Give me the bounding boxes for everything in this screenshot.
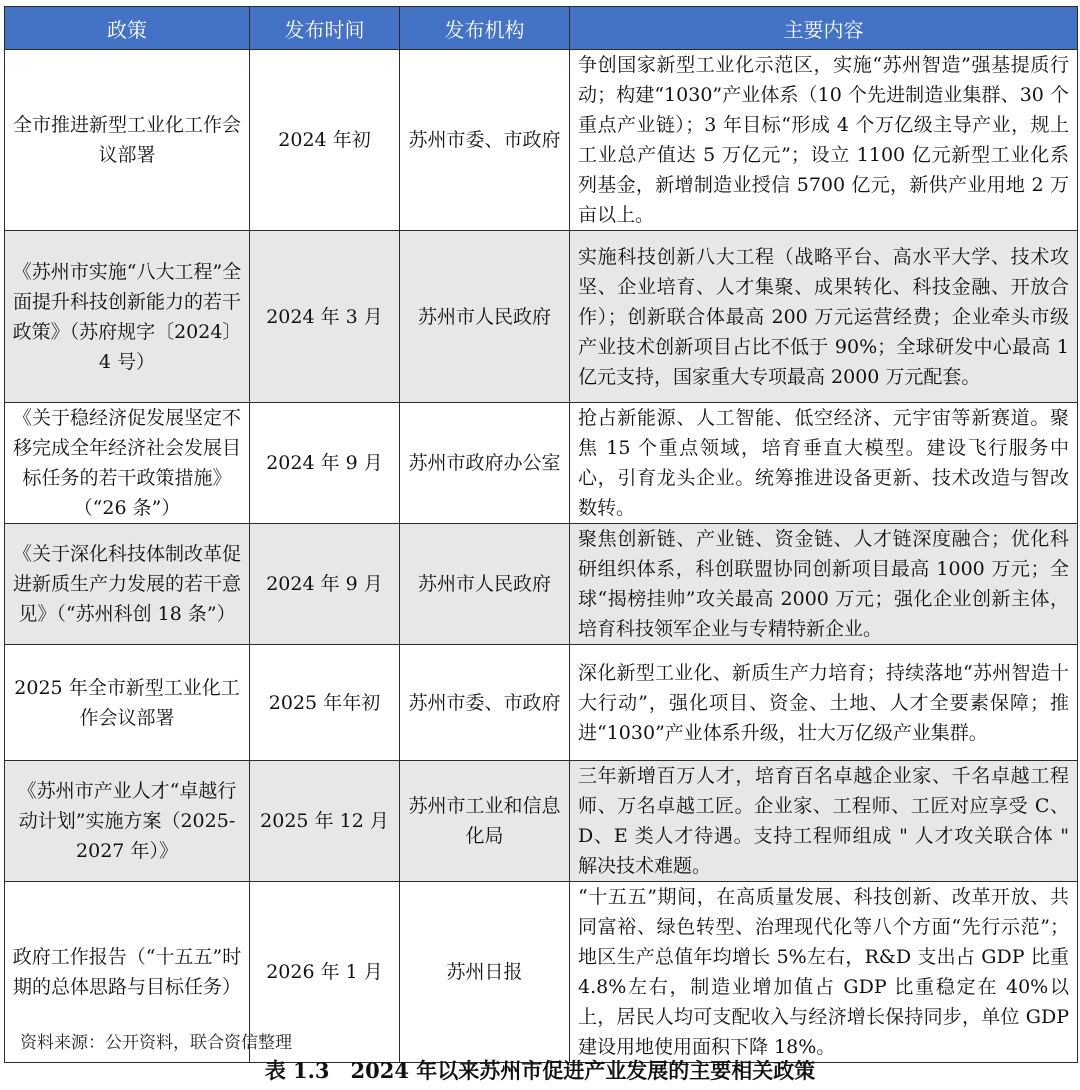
header-org: 发布机构 — [400, 7, 570, 50]
policy-cell: 2025 年全市新型工业化工作会议部署 — [5, 645, 250, 761]
content-cell: 抢占新能源、人工智能、低空经济、元宇宙等新赛道。聚焦 15 个重点领域，培育垂直大模型。建设飞行服务中心，引育龙头企业。统筹推进设备更新、技术改造与智改数转。 — [570, 403, 1078, 524]
content-cell: 三年新增百万人才，培育百名卓越企业家、千名卓越工程师、万名卓越工匠。企业家、工程师、工匠对应享受 C、D、E 类人才待遇。支持工程师组成 " 人才攻关联合体 " 解决技术难题。 — [570, 761, 1078, 882]
org-cell: 苏州市工业和信息化局 — [400, 761, 570, 882]
date-cell: 2026 年 1 月 — [250, 882, 400, 1063]
table-row — [5, 403, 1078, 524]
date-cell: 2024 年 9 月 — [250, 403, 400, 524]
date-cell: 2025 年年初 — [250, 645, 400, 761]
date-cell: 2024 年初 — [250, 50, 400, 231]
content-cell: 实施科技创新八大工程（战略平台、高水平大学、技术攻坚、企业培育、人才集聚、成果转化、科技金融、开放合作）；创新联合体最高 200 万元运营经费；企业牵头市级产业技术创新项目占比不低于 90%；全球研发中心最高 1 亿元支持，国家重大专项最高 2000 万元配套。 — [570, 231, 1078, 403]
table-row — [5, 645, 1078, 761]
policy-cell: 全市推进新型工业化工作会议部署 — [5, 50, 250, 231]
org-cell: 苏州市政府办公室 — [400, 403, 570, 524]
header-date: 发布时间 — [250, 7, 400, 50]
org-cell: 苏州市委、市政府 — [400, 50, 570, 231]
policy-cell: 政府工作报告（“十五五”时期的总体思路与目标任务） — [5, 882, 250, 1063]
table-row — [5, 761, 1078, 882]
org-cell: 苏州日报 — [400, 882, 570, 1063]
policy-cell: 《关于深化科技体制改革促进新质生产力发展的若干意见》（“苏州科创 18 条”） — [5, 524, 250, 645]
header-row — [5, 7, 1078, 50]
content-cell: “十五五”期间，在高质量发展、科技创新、改革开放、共同富裕、绿色转型、治理现代化等八个方面“先行示范”；地区生产总值年均增长 5%左右，R&D 支出占 GDP 比重 4.8%左右，制造业增加值占 GDP 比重稳定在 40%以上，居民人均可支配收入与经济增长保持同步，单位 GDP 建设用地使用面积下降 18%。 — [570, 882, 1078, 1063]
table-row — [5, 524, 1078, 645]
org-cell: 苏州市人民政府 — [400, 524, 570, 645]
policy-cell: 《苏州市实施“八大工程”全面提升科技创新能力的若干政策》（苏府规字〔2024〕4 号） — [5, 231, 250, 403]
table-caption: 表 1.3 2024 年以来苏州市促进产业发展的主要相关政策 — [264, 1058, 816, 1083]
table-row — [5, 50, 1078, 231]
date-cell: 2024 年 9 月 — [250, 524, 400, 645]
content-cell: 争创国家新型工业化示范区，实施“苏州智造”强基提质行动；构建“1030”产业体系（10 个先进制造业集群、30 个重点产业链）；3 年目标“形成 4 个万亿级主导产业，规上工业总产值达 5 万亿元”；设立 1100 亿元新型工业化系列基金，新增制造业授信 5700 亿元，新供产业用地 2 万亩以上。 — [570, 50, 1078, 231]
header-policy: 政策 — [5, 7, 250, 50]
org-cell: 苏州市委、市政府 — [400, 645, 570, 761]
date-cell: 2025 年 12 月 — [250, 761, 400, 882]
table-row — [5, 231, 1078, 403]
policy-table — [4, 6, 1078, 1063]
policy-cell: 《苏州市产业人才“卓越行动计划”实施方案（2025-2027 年）》 — [5, 761, 250, 882]
header-content: 主要内容 — [570, 7, 1078, 50]
date-cell: 2024 年 3 月 — [250, 231, 400, 403]
content-cell: 深化新型工业化、新质生产力培育；持续落地“苏州智造十大行动”，强化项目、资金、土地、人才全要素保障；推进“1030”产业体系升级，壮大万亿级产业集群。 — [570, 645, 1078, 761]
content-cell: 聚焦创新链、产业链、资金链、人才链深度融合；优化科研组织体系，科创联盟协同创新项目最高 1000 万元；全球“揭榜挂帅”攻关最高 2000 万元；强化企业创新主体，培育科技领军企业与专精特新企业。 — [570, 524, 1078, 645]
source-note: 资料来源：公开资料，联合资信整理 — [20, 1033, 292, 1053]
policy-cell: 《关于稳经济促发展坚定不移完成全年经济社会发展目标任务的若干政策措施》（“26 条”） — [5, 403, 250, 524]
org-cell: 苏州市人民政府 — [400, 231, 570, 403]
